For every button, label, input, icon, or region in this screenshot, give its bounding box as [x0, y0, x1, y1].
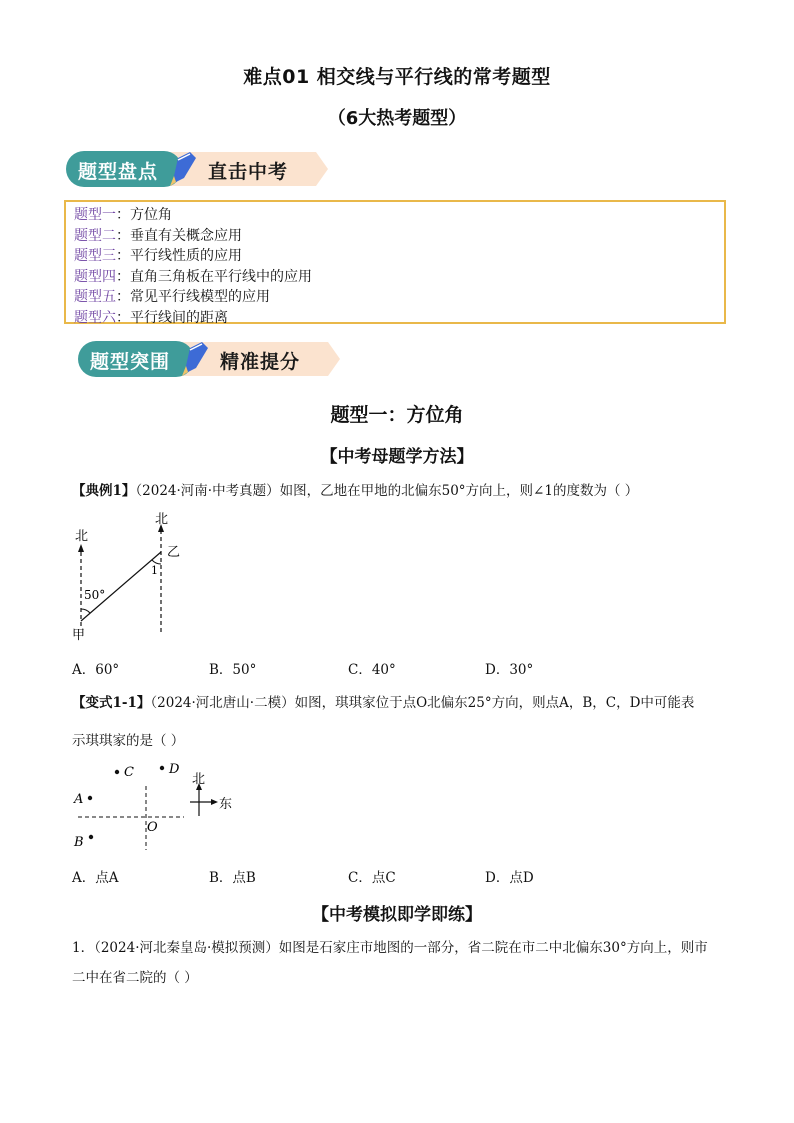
topic-item	[74, 246, 716, 267]
option-d: D．点D	[485, 870, 534, 886]
banner-right-label: 直击中考	[208, 161, 289, 183]
label-d: D	[169, 762, 180, 777]
topic-text: ：方位角	[116, 207, 172, 223]
angle-label-1: 1	[151, 564, 158, 577]
option-c: C．点C	[348, 870, 396, 886]
topic-item	[74, 267, 716, 288]
topic-item	[74, 287, 716, 308]
option-d: D．30°	[485, 662, 534, 678]
topic-key: 题型二	[74, 227, 116, 244]
example-tag: 【典例1】	[72, 483, 136, 499]
north-label-left: 北	[75, 529, 89, 544]
direction-diagram	[66, 508, 196, 643]
topic-key: 题型四	[74, 268, 116, 285]
section-heading: 题型一：方位角	[330, 404, 464, 426]
arrow-up-icon	[78, 544, 84, 552]
practice-heading: 【中考模拟即学即练】	[312, 905, 482, 925]
page-title: 难点01 相交线与平行线的常考题型	[243, 66, 551, 88]
point-label-yi: 乙	[167, 545, 181, 560]
point-d	[160, 766, 164, 770]
topic-text: ：平行线性质的应用	[116, 248, 242, 264]
example-question	[72, 481, 732, 501]
option-b: B．点B	[209, 870, 256, 886]
point-position-diagram	[66, 756, 246, 856]
page-subtitle: （6大热考题型）	[327, 108, 467, 129]
compass-east-label: 东	[219, 797, 233, 812]
variant-tag: 【变式1-1】	[72, 695, 151, 711]
variant-question-line1	[72, 693, 732, 713]
banner-topic-overview	[66, 148, 328, 190]
topic-key: 题型六	[74, 309, 116, 326]
example-text: 如图，乙地在甲地的北偏东50°方向上，则∠1的度数为（ ）	[279, 483, 639, 499]
label-o: O	[147, 820, 158, 835]
option-b: B．50°	[209, 662, 257, 678]
option-a: A．60°	[72, 662, 120, 678]
angle-label-50: 50°	[84, 588, 106, 602]
method-heading: 【中考母题学方法】	[320, 447, 474, 467]
topic-key: 题型一	[74, 207, 116, 223]
label-c: C	[124, 765, 134, 780]
example-source: （2024·河南·中考真题）	[135, 483, 280, 499]
connecting-line	[81, 552, 161, 621]
topic-item	[74, 205, 716, 226]
question-1-line2: 二中在省二院的（ ）	[72, 970, 198, 986]
topic-text: ：垂直有关概念应用	[116, 227, 242, 244]
variant-question-line2: 示琪琪家的是（ ）	[72, 733, 185, 749]
point-b	[89, 835, 93, 839]
question-1-line1: 1．（2024·河北秦皇岛·模拟预测）如图是石家庄市地图的一部分，省二院在市二中北偏东30°方向上，则市	[72, 940, 708, 956]
point-c	[115, 770, 119, 774]
compass-north-label: 北	[192, 772, 206, 787]
option-a: A．点A	[72, 870, 119, 886]
compass-icon	[190, 783, 218, 816]
label-a: A	[74, 792, 84, 807]
label-b: B	[74, 835, 84, 850]
angle-arc-50	[81, 609, 90, 613]
banner-right-label: 精准提分	[220, 351, 301, 373]
variant-text: 如图，琪琪家位于点O北偏东25°方向，则点A，B，C，D中可能表	[294, 695, 695, 711]
topic-list-box	[64, 200, 726, 324]
topic-text: ：直角三角板在平行线中的应用	[116, 268, 312, 285]
topic-key: 题型五	[74, 289, 116, 305]
variant-source: （2024·河北唐山·二模）	[150, 695, 295, 711]
topic-item	[74, 226, 716, 247]
topic-item	[74, 308, 716, 329]
banner-left-label: 题型盘点	[78, 161, 159, 183]
topic-text: ：平行线间的距离	[116, 309, 228, 326]
topic-text: ：常见平行线模型的应用	[116, 289, 270, 305]
option-c: C．40°	[348, 662, 396, 678]
banner-breakthrough	[78, 338, 340, 380]
point-label-jia: 甲	[72, 628, 86, 643]
point-a	[88, 796, 92, 800]
topic-key: 题型三	[74, 248, 116, 264]
north-label-right: 北	[155, 512, 169, 527]
banner-left-label: 题型突围	[90, 351, 171, 373]
